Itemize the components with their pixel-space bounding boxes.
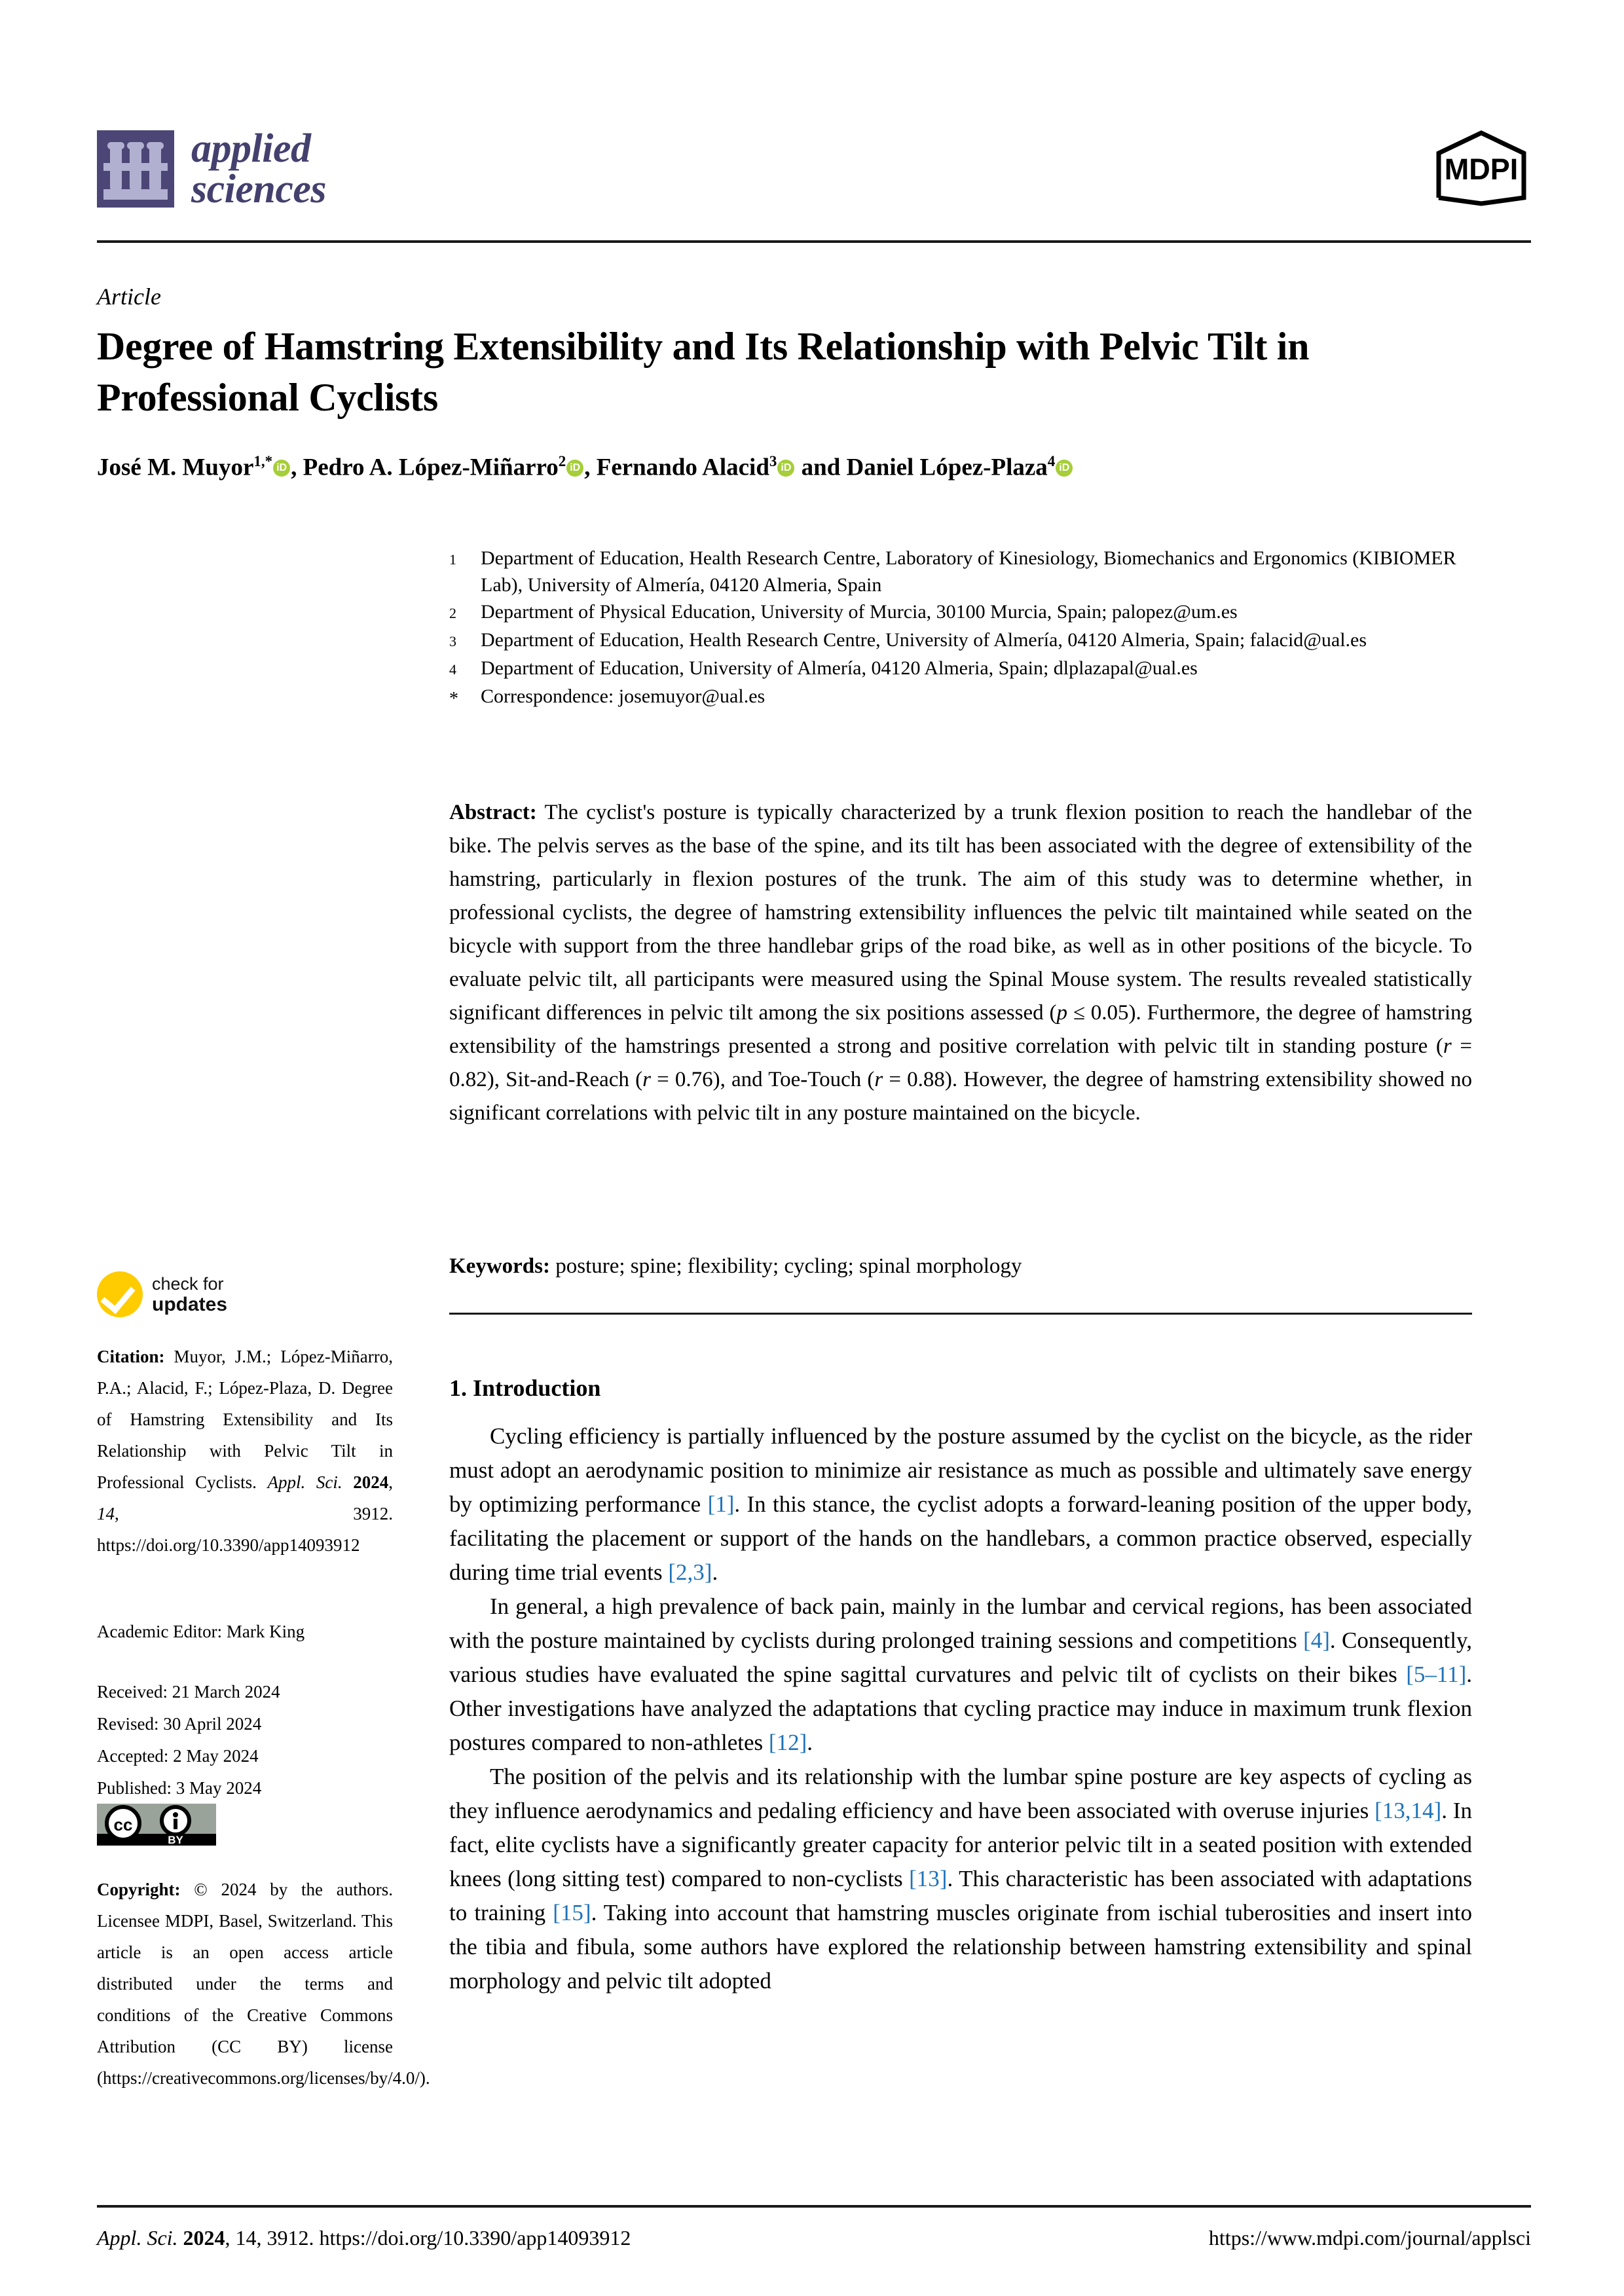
keywords-label: Keywords: bbox=[449, 1254, 550, 1278]
affiliation-row-correspondence bbox=[449, 683, 1471, 712]
journal-title-logo bbox=[191, 128, 326, 210]
publication-dates bbox=[97, 1676, 405, 1804]
orcid-icon[interactable]: iD bbox=[1056, 460, 1073, 477]
date-accepted: Accepted: 2 May 2024 bbox=[97, 1746, 259, 1766]
correspondence-marker: * bbox=[449, 689, 458, 709]
citation-reference[interactable]: [13] bbox=[909, 1866, 948, 1891]
author-name-3: Fernando Alacid bbox=[596, 454, 769, 481]
author-list: José M. Muyor$^{1,*}$ iD , Pedro A. López-Miñarro$^2$ iD , Fernando Alacid$^3$ iD and Daniel López-Plaza$^4$ iD bbox=[97, 445, 1498, 484]
author-conjunction: and bbox=[801, 454, 841, 481]
citation-reference[interactable]: [1] bbox=[707, 1491, 735, 1517]
author-name-2: Pedro A. López-Miñarro bbox=[303, 454, 559, 481]
footer-divider bbox=[97, 2205, 1531, 2208]
academic-editor: Academic Editor: Mark King bbox=[97, 1622, 305, 1641]
abstract-divider bbox=[449, 1313, 1472, 1315]
citation-reference[interactable]: [2,3] bbox=[668, 1559, 712, 1585]
footer-journal-abbrev: Appl. Sci. bbox=[97, 2226, 178, 2250]
abstract-section bbox=[449, 796, 1472, 1130]
masthead-divider bbox=[97, 240, 1531, 243]
journal-logo[interactable] bbox=[97, 128, 326, 210]
svg-text:MDPI: MDPI bbox=[1444, 153, 1519, 186]
citation-reference[interactable]: [12] bbox=[768, 1730, 807, 1755]
paragraph: Cycling efficiency is partially influenced by the posture assumed by the cyclist on the bicycle, as the rider must adopt an aerodynamic position to minimize air resistance as much as possible and ultimately save energy by optimizing performance [1]. In this stance, the cyclist adopts a forward-leaning position of the upper body, facilitating the placement or support of the hands on the handlebars, a common practice observed, especially during time trial events [2,3]. bbox=[449, 1423, 1473, 1585]
check-for-updates-badge[interactable] bbox=[97, 1271, 227, 1317]
checkmark-icon bbox=[97, 1271, 143, 1317]
affiliation-row bbox=[449, 545, 1471, 598]
citation-reference[interactable]: [4] bbox=[1303, 1628, 1330, 1653]
paragraph: In general, a high prevalence of back pain, mainly in the lumbar and cervical regions, has been associated with the posture maintained by cyclists during prolonged training sessions and competitions [4]. Consequently, various studies have evaluated the spine sagittal curvatures and pelvic tilt of cyclists on their bikes [5–11]. Other investigations have analyzed the adaptations that cycling practice may induce in maximum trunk flexion postures compared to non-athletes [12]. bbox=[449, 1594, 1472, 1755]
check-for-updates-line1: check for bbox=[152, 1274, 224, 1294]
citation-label: Citation: bbox=[97, 1347, 165, 1366]
mdpi-logo[interactable] bbox=[1431, 130, 1531, 207]
keywords-text: posture; spine; flexibility; cycling; spinal morphology bbox=[555, 1254, 1022, 1278]
introduction-body bbox=[449, 1419, 1472, 1998]
footer-rest: , 14, 3912. https://doi.org/10.3390/app14093912 bbox=[225, 2226, 631, 2250]
svg-text:BY: BY bbox=[168, 1834, 183, 1846]
footer-journal-url[interactable]: https://www.mdpi.com/journal/applsci bbox=[1208, 2226, 1531, 2250]
abstract-label: Abstract: bbox=[449, 801, 537, 824]
citation-year: 2024 bbox=[353, 1472, 389, 1492]
affiliations-list bbox=[449, 545, 1471, 712]
affiliation-marker: 2 bbox=[449, 605, 456, 621]
affiliation-row bbox=[449, 598, 1471, 627]
orcid-icon[interactable]: iD bbox=[566, 460, 583, 477]
author-sup-2: 2 bbox=[558, 453, 566, 469]
affiliation-marker: 4 bbox=[449, 661, 456, 678]
author-sup-3: 3 bbox=[769, 453, 777, 469]
masthead bbox=[97, 128, 1531, 240]
date-published: Published: 3 May 2024 bbox=[97, 1778, 262, 1798]
keywords-section bbox=[449, 1250, 1472, 1282]
citation-text: Muyor, J.M.; López-Miñarro, P.A.; Alacid, F.; López-Plaza, D. Degree of Hamstring Extensibility and Its Relationship with Pelvic Tilt in Professional Cyclists. bbox=[97, 1347, 393, 1492]
citation-doi[interactable]: https://doi.org/10.3390/app14093912 bbox=[97, 1535, 360, 1555]
affiliation-marker: 1 bbox=[449, 551, 456, 568]
paragraph: The position of the pelvis and its relationship with the lumbar spine posture are key aspects of cycling as they influence aerodynamics and pedaling efficiency and have been associated with overuse injuries [13,14]. In fact, elite cyclists have a significantly greater capacity for anterior pelvic tilt in a seated position with extended knees (long sitting test) compared to non-cyclists [13]. This characteristic has been associated with adaptations to training [15]. Taking into account that hamstring muscles originate from ischial tuberosities and insert into the tibia and fibula, some authors have explored the relationship between hamstring extensibility and spinal morphology and pelvic tilt adopted bbox=[449, 1764, 1473, 1994]
affiliation-row bbox=[449, 655, 1471, 683]
article-type-label: Article bbox=[97, 283, 161, 310]
citation-volume: 14 bbox=[97, 1504, 115, 1523]
affiliation-text: Department of Education, Health Research Centre, University of Almería, 04120 Almeria, Spain; falacid@ual.es bbox=[481, 629, 1367, 651]
citation-journal: Appl. Sci. bbox=[267, 1472, 342, 1492]
affiliation-marker: 3 bbox=[449, 633, 456, 649]
orcid-icon[interactable]: iD bbox=[777, 460, 794, 477]
affiliation-text: Department of Education, University of Almería, 04120 Almeria, Spain; dlplazapal@ual.es bbox=[481, 657, 1198, 679]
citation-reference[interactable]: [5–11] bbox=[1406, 1662, 1467, 1687]
abstract-text: The cyclist's posture is typically characterized by a trunk flexion position to reach the handlebar of the bike. The pelvis serves as the base of the spine, and its tilt has been associated with the degree of extensibility of the hamstring, particularly in flexion postures of the trunk. The aim of this study was to determine whether, in professional cyclists, the degree of hamstring extensibility influences the pelvic tilt maintained while seated on the bicycle with support from the three handlebar grips of the road bike, as well as in other positions of the bicycle. To evaluate pelvic tilt, all participants were measured using the Spinal Mouse system. The results revealed statistically significant differences in pelvic tilt among the six positions assessed (p ≤ 0.05). Furthermore, the degree of hamstring extensibility of the hamstrings presented a strong and positive correlation with pelvic tilt in standing posture (r = 0.82), Sit-and-Reach (r = 0.76), and Toe-Touch (r = 0.88). However, the degree of hamstring extensibility showed no significant correlations with pelvic tilt in any posture maintained on the bicycle. bbox=[449, 801, 1473, 1125]
check-for-updates-label bbox=[152, 1274, 227, 1315]
orcid-icon[interactable]: iD bbox=[273, 460, 290, 477]
author-sup-4: 4 bbox=[1047, 453, 1056, 469]
citation-reference[interactable]: [15] bbox=[553, 1900, 591, 1925]
check-for-updates-line2: updates bbox=[152, 1294, 228, 1315]
section-heading-introduction: 1. Introduction bbox=[449, 1375, 601, 1401]
footer-year: 2024 bbox=[183, 2226, 225, 2250]
affiliation-row bbox=[449, 627, 1471, 655]
affiliation-text: Department of Physical Education, University of Murcia, 30100 Murcia, Spain; palopez@um.es bbox=[481, 601, 1238, 623]
test-tube-rack-icon bbox=[97, 130, 174, 208]
date-revised: Revised: 30 April 2024 bbox=[97, 1714, 262, 1734]
page-title: Degree of Hamstring Extensibility and Its Relationship with Pelvic Tilt in Professional Cyclists bbox=[97, 325, 1310, 419]
logo-line-applied: applied bbox=[191, 126, 311, 171]
affiliation-text: Department of Education, Health Research Centre, Laboratory of Kinesiology, Biomechanics and Ergonomics (KIBIOMER Lab), University of Almería, 04120 Almeria, Spain bbox=[481, 547, 1456, 596]
svg-text:cc: cc bbox=[113, 1815, 133, 1834]
logo-line-sciences: sciences bbox=[191, 167, 327, 211]
author-name-4: Daniel López-Plaza bbox=[846, 454, 1048, 481]
date-received: Received: 21 March 2024 bbox=[97, 1682, 280, 1702]
correspondence-text: Correspondence: josemuyor@ual.es bbox=[481, 685, 766, 707]
citation-info: Citation: Muyor, J.M.; López-Miñarro, P.A.; Alacid, F.; López-Plaza, D. Degree of Hamstring Extensibility and Its Relationship with Pelvic Tilt in Professional Cyclists. Appl. Sci. 2024, 14, 3912. https://doi.org/10.3390/app14093912 bbox=[97, 1347, 394, 1555]
footer-citation bbox=[97, 2225, 631, 2251]
citation-article-number: 3912. bbox=[353, 1504, 393, 1523]
citation-reference[interactable]: [13,14] bbox=[1375, 1798, 1442, 1823]
author-name-1: José M. Muyor bbox=[97, 454, 254, 481]
copyright-label: Copyright: bbox=[97, 1880, 181, 1899]
copyright-text: © 2024 by the authors. Licensee MDPI, Basel, Switzerland. This article is an open access article distributed under the terms and conditions of the Creative Commons Attribution (CC BY) license (https://creativecommons.org/licenses/by/4.0/). bbox=[97, 1880, 430, 2088]
author-sup-1: 1,* bbox=[253, 453, 273, 469]
copyright-info bbox=[97, 1874, 430, 2094]
creative-commons-by-icon[interactable] bbox=[97, 1804, 216, 1846]
